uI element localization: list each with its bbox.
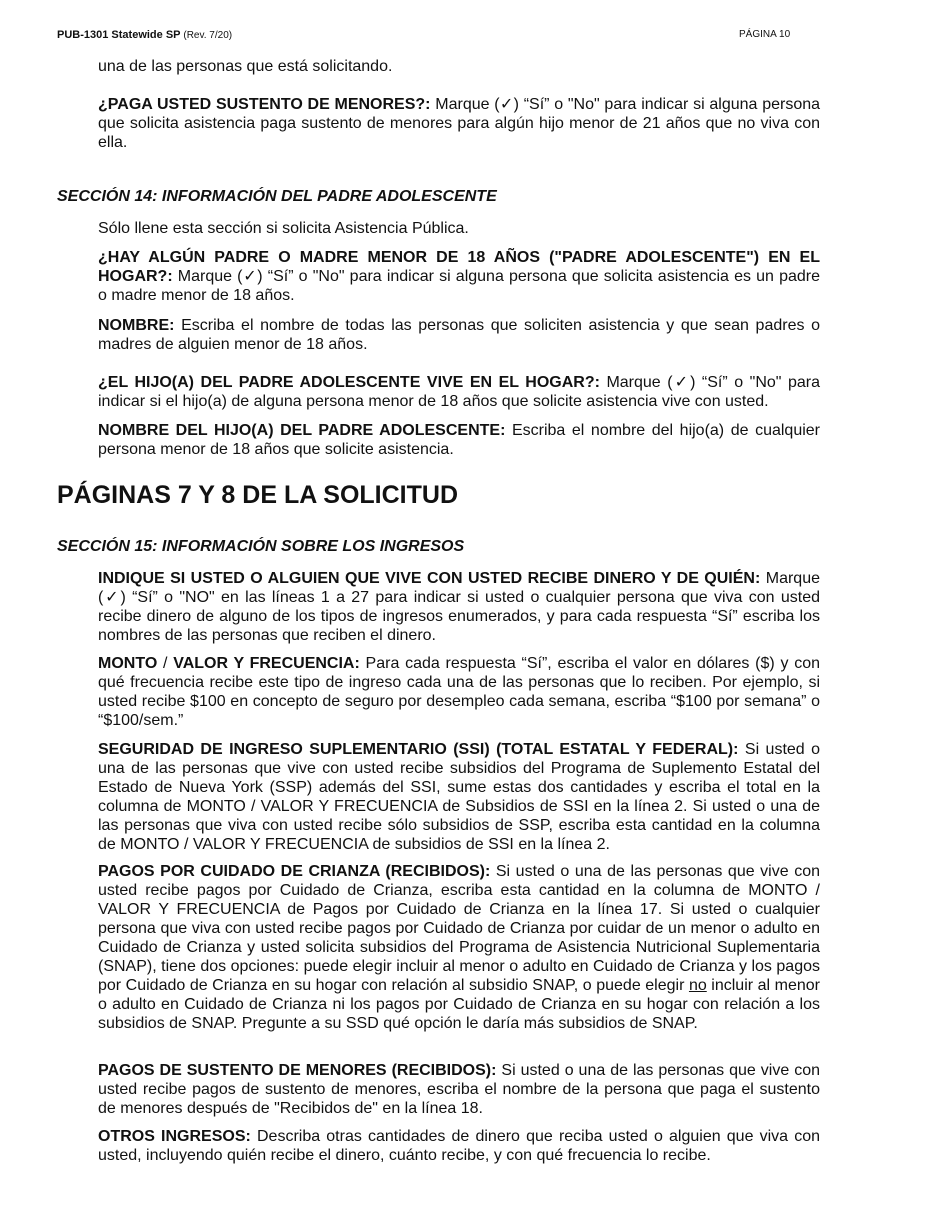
page-number: PÁGINA 10	[739, 29, 791, 40]
ssi-paragraph	[98, 740, 820, 854]
section-15-heading: SECCIÓN 15: INFORMACIÓN SOBRE LOS INGRESOS	[57, 538, 465, 555]
paragraph-title: ¿HAY ALGÚN PADRE O MADRE MENOR DE 18 AÑOS ("PADRE ADOLESCENTE") EN EL HOGAR?:	[98, 249, 820, 285]
section-14-intro: Sólo llene esta sección si solicita Asistencia Pública.	[98, 220, 469, 237]
paragraph-text: Para cada respuesta “Sí”, escriba el valor en dólares ($) y con qué frecuencia recibe este tipo de ingreso cada una de las personas que lo reciben. Por ejemplo, si usted recibe $100 en concepto de seguro por desempleo cada semana, escriba “$100 por semana” o “$100/sem.”	[98, 655, 821, 729]
paragraph-title: NOMBRE DEL HIJO(A) DEL PADRE ADOLESCENTE:	[98, 422, 506, 439]
paragraph-title: SEGURIDAD DE INGRESO SUPLEMENTARIO (SSI) (TOTAL ESTATAL Y FEDERAL):	[98, 741, 739, 758]
paragraph-title: MONTO	[98, 655, 158, 672]
paragraph-title: OTROS INGRESOS:	[98, 1128, 251, 1145]
paragraph-text: Si usted o una de las personas que vive con usted recibe pagos de sustento de menores, escriba el nombre de la persona que paga el sustento de menores después de "Recibidos de" en la línea 18.	[98, 1062, 820, 1117]
paragraph-title-cont: VALOR Y FRECUENCIA:	[173, 655, 360, 672]
amount-frequency-paragraph	[98, 654, 820, 730]
underlined-word: no	[688, 977, 707, 994]
continued-paragraph: una de las personas que está solicitando.	[98, 58, 393, 75]
paragraph-title: NOMBRE:	[98, 317, 175, 334]
paragraph-title: ¿EL HIJO(A) DEL PADRE ADOLESCENTE VIVE EN EL HOGAR?:	[98, 374, 600, 391]
form-identifier	[57, 29, 232, 41]
income-sources-paragraph	[98, 569, 820, 645]
other-income-paragraph	[98, 1127, 820, 1165]
paragraph-text: Describa otras cantidades de dinero que reciba usted o alguien que viva con usted, incluyendo quién recibe el dinero, cuánto recibe, y con qué frecuencia lo recibe.	[98, 1128, 821, 1164]
paragraph-text: Si usted o una de las personas que vive con usted recibe subsidios del Programa de Suplemento Estatal del Estado de Nueva York (SSP) además del SSI, sume estas dos cantidades y escriba el total en la columna de MONTO / VALOR Y FRECUENCIA de Subsidios de SSI en la línea 2. Si usted o una de las personas que viva con usted recibe sólo subsidios de SSP, escriba esta cantidad en la columna de MONTO / VALOR Y FRECUENCIA de subsidios de SSI en la línea 2.	[98, 741, 821, 853]
name-paragraph	[98, 316, 820, 354]
paragraph-text: Marque (✓) “Sí” o "NO" en las líneas 1 a 27 para indicar si usted o cualquier persona que viva con usted recibe dinero de alguno de los tipos de ingresos enumerados, y para cada respuesta “Sí” escriba los nombres de las personas que reciben el dinero.	[98, 570, 820, 644]
paragraph-text: Escriba el nombre del hijo(a) de cualquier persona menor de 18 años que solicite asistencia.	[98, 422, 821, 458]
form-revision: (Rev. 7/20)	[183, 30, 233, 41]
paragraph-text: Marque (✓) “Sí” o "No" para indicar si alguna persona que solicita asistencia paga sustento de menores para algún hijo menor de 21 años que no viva con ella.	[98, 96, 821, 151]
paragraph-text: Escriba el nombre de todas las personas que soliciten asistencia y que sean padres o madres de alguien menor de 18 años.	[98, 317, 820, 353]
paragraph-text: Marque (✓) “Sí” o "No" para indicar si el hijo(a) de alguna persona menor de 18 años que solicite asistencia vive con usted.	[98, 374, 820, 410]
child-support-paid-paragraph	[98, 95, 820, 152]
paragraph-text: Si usted o una de las personas que vive con usted recibe pagos por Cuidado de Crianza, escriba esta cantidad en la columna de MONTO / VALOR Y FRECUENCIA de Pagos por Cuidado de Crianza en la línea 17. Si usted o cualquier persona que viva con usted recibe pagos por Cuidado de Crianza por cuidar de un menor o adulto en Cuidado de Crianza y usted solicita subsidios del Programa de Asistencia Nutricional Suplementaria (SNAP), tiene dos opciones: puede elegir incluir al menor o adulto en Cuidado de Crianza y los pagos por Cuidado de Crianza en su hogar con relación al subsidio SNAP, o puede elegir	[98, 863, 821, 994]
pages-7-8-heading: PÁGINAS 7 Y 8 DE LA SOLICITUD	[57, 481, 459, 509]
child-support-received-paragraph	[98, 1061, 820, 1118]
section-14-heading: SECCIÓN 14: INFORMACIÓN DEL PADRE ADOLESCENTE	[57, 188, 497, 205]
paragraph-text: Marque (✓) “Sí” o "No" para indicar si alguna persona que solicita asistencia es un padre o madre menor de 18 años.	[98, 268, 820, 304]
paragraph-title: ¿PAGA USTED SUSTENTO DE MENORES?:	[98, 96, 431, 113]
teen-parent-child-name-paragraph	[98, 421, 820, 459]
paragraph-title: PAGOS DE SUSTENTO DE MENORES (RECIBIDOS):	[98, 1062, 497, 1079]
paragraph-title: INDIQUE SI USTED O ALGUIEN QUE VIVE CON USTED RECIBE DINERO Y DE QUIÉN:	[98, 570, 761, 587]
foster-care-paragraph	[98, 862, 820, 1033]
paragraph-title-separator: /	[157, 655, 174, 672]
paragraph-title: PAGOS POR CUIDADO DE CRIANZA (RECIBIDOS):	[98, 863, 491, 880]
form-id: PUB-1301 Statewide SP	[57, 29, 181, 41]
teen-parent-question-paragraph	[98, 248, 820, 305]
teen-parent-child-paragraph	[98, 373, 820, 411]
paragraph-text-cont: incluir al menor o adulto en Cuidado de Crianza ni los pagos por Cuidado de Crianza en su hogar con relación a los subsidios de SNAP. Pregunte a su SSD qué opción le daría más subsidios de SNAP.	[98, 977, 820, 1032]
